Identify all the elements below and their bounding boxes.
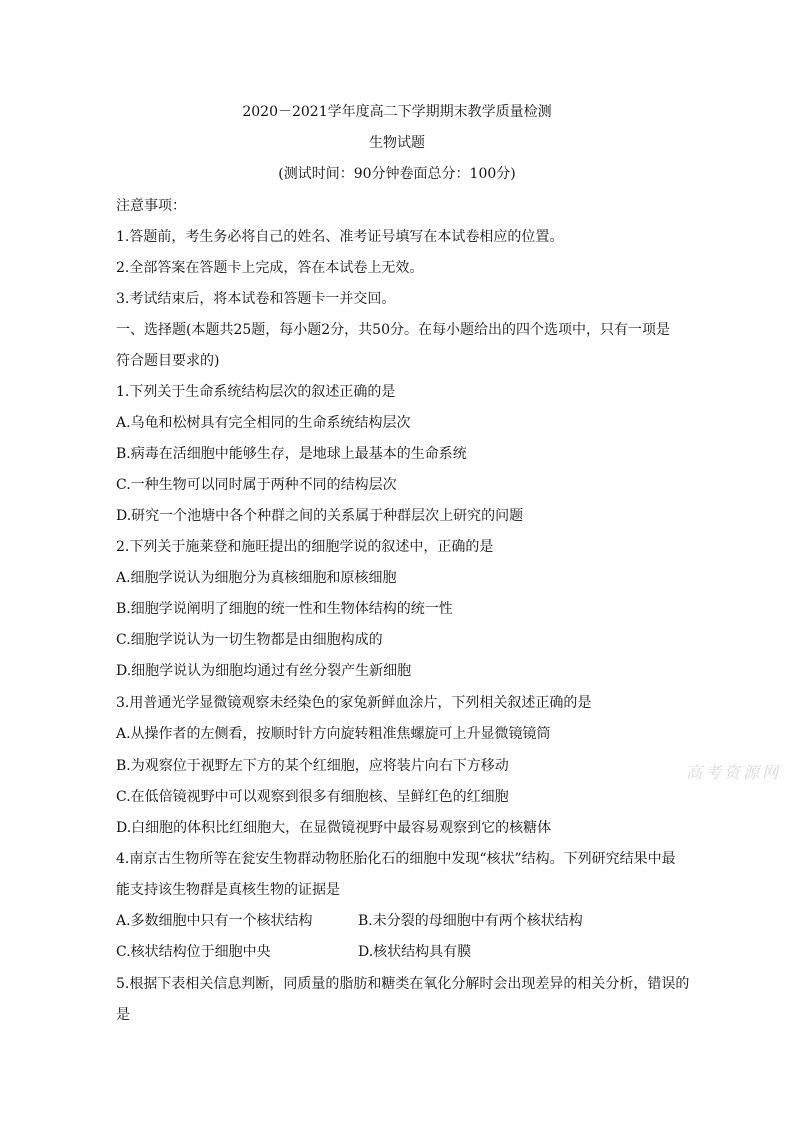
question-1-option-b: B.病毒在活细胞中能够生存，是地球上最基本的生命系统 — [116, 446, 467, 462]
question-4-option-d: D.核状结构具有膜 — [358, 944, 472, 960]
exam-subject: 生物试题 — [369, 135, 425, 151]
note-item: 1.答题前，考生务必将自己的姓名、准考证号填写在本试卷相应的位置。 — [116, 229, 564, 245]
exam-time-info: (测试时间：90分钟卷面总分：100分) — [278, 166, 516, 182]
question-3-option-d: D.白细胞的体积比红细胞大，在显微镜视野中最容易观察到它的核糖体 — [116, 820, 552, 836]
question-4-stem-cont: 能支持该生物群是真核生物的证据是 — [116, 882, 340, 898]
question-2-option-b: B.细胞学说阐明了细胞的统一性和生物体结构的统一性 — [116, 601, 453, 617]
note-item: 3.考试结束后，将本试卷和答题卡一并交回。 — [116, 291, 396, 307]
question-4-option-a: A.多数细胞中只有一个核状结构 — [116, 913, 313, 929]
question-3-option-a: A.从操作者的左侧看，按顺时针方向旋转粗准焦螺旋可上升显微镜镜筒 — [116, 726, 551, 742]
question-2-option-d: D.细胞学说认为细胞均通过有丝分裂产生新细胞 — [116, 663, 412, 679]
question-2-option-c: C.细胞学说认为一切生物都是由细胞构成的 — [116, 632, 383, 648]
section-intro-cont: 符合题目要求的) — [116, 353, 220, 369]
question-2-option-a: A.细胞学说认为细胞分为真核细胞和原核细胞 — [116, 570, 397, 586]
question-4-option-c: C.核状结构位于细胞中央 — [116, 944, 271, 960]
question-2-stem: 2.下列关于施莱登和施旺提出的细胞学说的叙述中，正确的是 — [116, 539, 494, 555]
question-3-option-c: C.在低倍镜视野中可以观察到很多有细胞核、呈鲜红色的红细胞 — [116, 789, 509, 805]
question-4-stem: 4.南京古生物所等在瓮安生物群动物胚胎化石的细胞中发现“核状”结构。下列研究结果中最 — [116, 851, 676, 867]
watermark: 高考资源网 — [686, 763, 782, 782]
question-1-option-a: A.乌龟和松树具有完全相同的生命系统结构层次 — [116, 415, 411, 431]
question-5-stem: 5.根据下表相关信息判断，同质量的脂肪和糖类在氧化分解时会出现差异的相关分析，错误的 — [116, 976, 690, 992]
question-1-option-c: C.一种生物可以同时属于两种不同的结构层次 — [116, 477, 397, 493]
exam-title: 2020－2021学年度高二下学期期末教学质量检测 — [242, 104, 552, 120]
question-3-stem: 3.用普通光学显微镜观察未经染色的家兔新鲜血涂片，下列相关叙述正确的是 — [116, 695, 592, 711]
question-3-option-b: B.为观察位于视野左下方的某个红细胞，应将装片向右下方移动 — [116, 758, 509, 774]
note-item: 2.全部答案在答题卡上完成，答在本试卷上无效。 — [116, 260, 424, 276]
question-4-option-b: B.未分裂的母细胞中有两个核状结构 — [358, 913, 583, 929]
question-1-stem: 1.下列关于生命系统结构层次的叙述正确的是 — [116, 384, 396, 400]
section-intro: 一、选择题(本题共25题，每小题2分，共50分。在每小题给出的四个选项中，只有一项是 — [116, 322, 670, 338]
question-5-stem-cont: 是 — [116, 1007, 130, 1023]
question-1-option-d: D.研究一个池塘中各个种群之间的关系属于种群层次上研究的问题 — [116, 508, 524, 524]
notes-heading: 注意事项： — [116, 198, 186, 214]
